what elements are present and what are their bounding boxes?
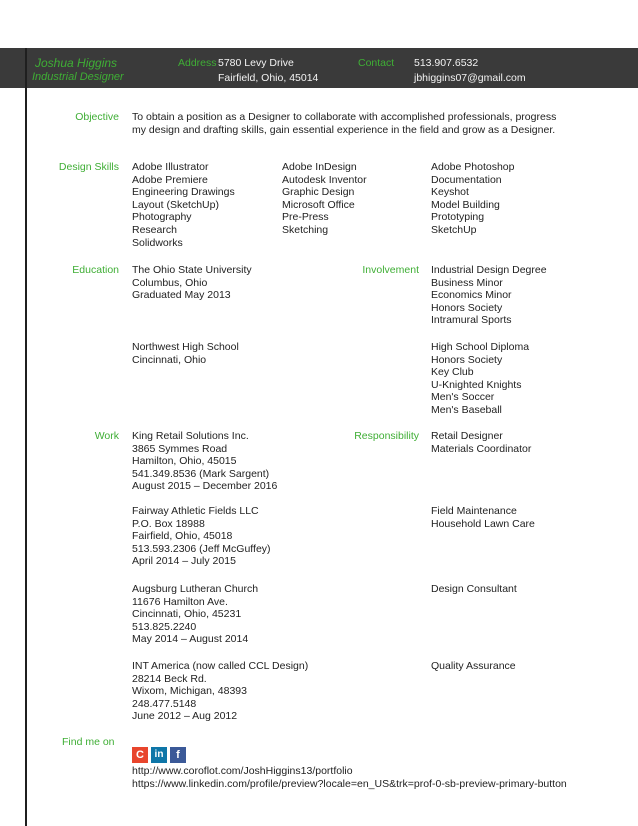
skill-item: Layout (SketchUp) (132, 198, 219, 211)
skill-item: Model Building (431, 198, 500, 211)
involvement-item: Key Club (431, 366, 474, 379)
skill-item: Research (132, 223, 177, 236)
responsibility-label: Responsibility (354, 430, 419, 442)
skill-item: Sketching (282, 223, 329, 236)
job-line: 3865 Symmes Road (132, 442, 228, 455)
left-rule (25, 48, 27, 826)
school-1 (132, 264, 252, 302)
job-line: April 2014 – July 2015 (132, 555, 236, 568)
job-line: 248.477.5148 (132, 697, 197, 710)
job-line: 28214 Beck Rd. (132, 672, 207, 685)
responsibility-item: Materials Coordinator (431, 442, 532, 455)
skills-col1 (132, 161, 235, 249)
skill-item: Microsoft Office (282, 198, 355, 211)
involvement-2 (431, 341, 529, 417)
design-skills-label: Design Skills (58, 161, 119, 173)
job-2 (132, 505, 271, 568)
responsibility-item: Design Consultant (431, 583, 517, 595)
involvement-item: Intramural Sports (431, 314, 512, 327)
skill-item: Autodesk Inventor (282, 173, 367, 186)
responsibility-item: Retail Designer (431, 430, 503, 442)
skills-col2 (282, 161, 367, 237)
skill-item: Adobe Premiere (132, 173, 208, 186)
involvement-item: Business Minor (431, 276, 503, 289)
job-line: Wixom, Michigan, 48393 (132, 685, 247, 698)
objective-label: Objective (75, 111, 119, 123)
responsibility-item: Quality Assurance (431, 660, 516, 672)
involvement-item: High School Diploma (431, 341, 530, 353)
job-line: 11676 Hamilton Ave. (132, 595, 228, 608)
job-line: Hamilton, Ohio, 45015 (132, 455, 237, 468)
job-line: August 2015 – December 2016 (132, 480, 278, 493)
work-label: Work (94, 430, 119, 442)
responsibility-item: Household Lawn Care (431, 517, 535, 530)
job-line: 513.825.2240 (132, 620, 197, 633)
skill-item: Prototyping (431, 211, 485, 224)
job-line: Cincinnati, Ohio, 45231 (132, 608, 242, 621)
job-line: King Retail Solutions Inc. (132, 430, 249, 442)
job-1-responsibility (431, 430, 531, 455)
address-label: Address (178, 57, 217, 69)
linkedin-link[interactable]: https://www.linkedin.com/profile/preview?locale=en_US&trk=prof-0-sb-preview-primary-button (132, 778, 567, 790)
school-2 (132, 341, 239, 366)
skill-item: Graphic Design (282, 186, 355, 199)
address-line2: Fairfield, Ohio, 45014 (218, 72, 319, 84)
skill-item: Adobe Illustrator (132, 161, 209, 173)
objective-text: To obtain a position as a Designer to collaborate with accomplished professionals, progress my design and drafting skills, gain essential experience in the field and grow as a Designer. (132, 111, 557, 136)
skills-col3 (431, 161, 515, 237)
skill-item: Solidworks (132, 236, 183, 249)
linkedin-icon[interactable]: in (151, 747, 167, 763)
school-line: Columbus, Ohio (132, 276, 208, 289)
job-line: May 2014 – August 2014 (132, 633, 249, 646)
school-line: Northwest High School (132, 341, 239, 353)
involvement-item: Industrial Design Degree (431, 264, 547, 276)
name: Joshua Higgins (35, 56, 118, 70)
skill-item: Pre-Press (282, 211, 329, 224)
involvement-item: U-Knighted Knights (431, 378, 522, 391)
involvement-item: Honors Society (431, 353, 503, 366)
phone: 513.907.6532 (414, 57, 479, 69)
skill-item: Documentation (431, 173, 502, 186)
education-label: Education (72, 264, 119, 276)
skill-item: Adobe Photoshop (431, 161, 515, 173)
skill-item: Engineering Drawings (132, 186, 235, 199)
involvement-item: Men's Soccer (431, 391, 495, 404)
job-line: June 2012 – Aug 2012 (132, 710, 238, 723)
top-margin (0, 0, 638, 48)
coroflot-icon[interactable]: C (132, 747, 148, 763)
skill-item: Keyshot (431, 186, 469, 199)
involvement-label: Involvement (362, 264, 419, 276)
job-title: Industrial Designer (32, 71, 124, 83)
job-3-responsibility (431, 583, 517, 596)
skill-item: Photography (132, 211, 192, 224)
school-line: Cincinnati, Ohio (132, 353, 207, 366)
job-3 (132, 583, 258, 646)
facebook-icon[interactable]: f (170, 747, 186, 763)
job-line: P.O. Box 18988 (132, 517, 205, 530)
job-line: INT America (now called CCL Design) (132, 660, 309, 672)
job-line: 513.593.2306 (Jeff McGuffey) (132, 542, 271, 555)
job-line: 541.349.8536 (Mark Sargent) (132, 467, 270, 480)
involvement-item: Men's Baseball (431, 403, 502, 416)
contact-label: Contact (358, 57, 395, 69)
involvement-item: Honors Society (431, 301, 503, 314)
school-line: The Ohio State University (132, 264, 252, 276)
job-line: Fairfield, Ohio, 45018 (132, 530, 233, 543)
responsibility-item: Field Maintenance (431, 505, 517, 517)
job-line: Augsburg Lutheran Church (132, 583, 259, 595)
skill-item: SketchUp (431, 223, 477, 236)
involvement-item: Economics Minor (431, 289, 512, 302)
job-4-responsibility (431, 660, 516, 673)
involvement-1 (431, 264, 547, 327)
job-1 (132, 430, 277, 493)
email: jbhiggins07@gmail.com (414, 72, 526, 84)
job-4 (132, 660, 308, 723)
coroflot-link[interactable]: http://www.coroflot.com/JoshHiggins13/portfolio (132, 765, 353, 777)
address-line1: 5780 Levy Drive (218, 57, 294, 69)
skill-item: Adobe InDesign (282, 161, 357, 173)
school-line: Graduated May 2013 (132, 289, 231, 302)
job-2-responsibility (431, 505, 535, 530)
find-me-label: Find me on (62, 736, 115, 748)
job-line: Fairway Athletic Fields LLC (132, 505, 259, 517)
